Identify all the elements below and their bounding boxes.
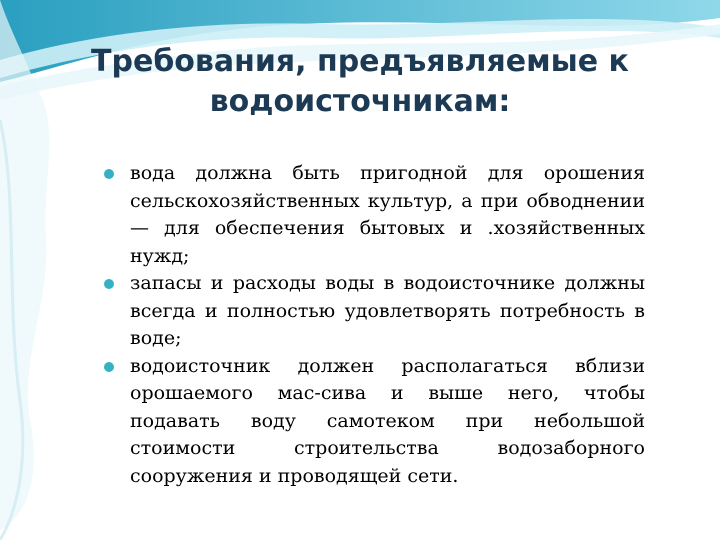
bullet-text-3: водоисточник должен располагаться вблизи орошаемого мас-сива и выше него, чтобы подавать воду самотеком при небольшой стоимости строительства водозаборного сооружения и проводящей сети.: [130, 354, 645, 487]
bullet-item-1: [107, 160, 645, 270]
bullet-dot-icon: [104, 279, 114, 289]
bullet-item-2: [107, 270, 645, 353]
bullet-text-2: запасы и расходы воды в водоисточнике должны всегда и полностью удовлетворять потребность в воде;: [130, 272, 645, 349]
title-line-1: Требования, предъявляемые к: [91, 44, 629, 79]
bullet-item-3: [107, 353, 645, 491]
bullet-list: [107, 160, 645, 490]
title-line-2: водоисточникам:: [209, 84, 511, 119]
bullet-dot-icon: [104, 362, 114, 372]
bullet-dot-icon: [104, 169, 114, 179]
slide-title: [0, 42, 720, 122]
bullet-text-1: вода должна быть пригодной для орошения сельскохозяйственных культур, а при обводнении — для обеспечения бытовых и .хозяйственных нужд;: [130, 162, 645, 267]
